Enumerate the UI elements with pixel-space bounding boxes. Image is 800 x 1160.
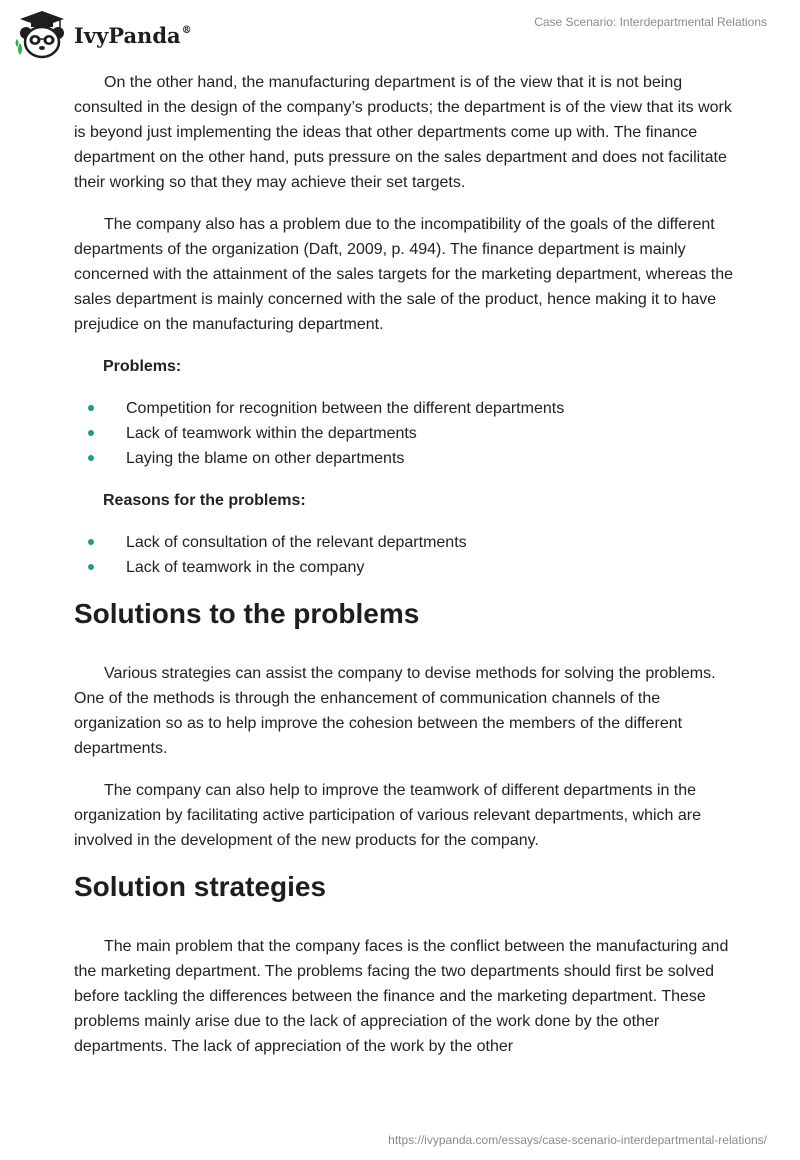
list-item: Lack of teamwork within the departments [74, 421, 734, 446]
panda-logo-icon [14, 9, 70, 59]
bullet-icon [88, 539, 94, 545]
section-title-strategies: Solution strategies [74, 871, 327, 902]
paragraph-4: The company can also help to improve the teamwork of different departments in the organization by facilitating active participation of various relevant departments, which are involved in the development of the new products for the company. [74, 782, 701, 849]
problems-list [74, 396, 734, 471]
logo-text: IvyPanda® [74, 22, 192, 48]
running-title: Case Scenario: Interdepartmental Relations [534, 15, 767, 29]
bullet-icon [88, 455, 94, 461]
section-title-solutions: Solutions to the problems [74, 598, 420, 629]
ivypanda-logo[interactable] [14, 9, 192, 59]
bullet-icon [88, 405, 94, 411]
source-url[interactable]: https://ivypanda.com/essays/case-scenario-interdepartmental-relations/ [388, 1133, 767, 1147]
paragraph-3: Various strategies can assist the company to devise methods for solving the problems. One of the methods is through the enhancement of communication channels of the organization so as to help improve the cohesion between the members of the different departments. [74, 665, 716, 757]
paragraph-1: On the other hand, the manufacturing department is of the view that it is not being consulted in the design of the company’s products; the department is of the view that its work is beyond just implementing the ideas that other departments come up with. The finance department on the other hand, puts pressure on the sales department and does not facilitate their working so that they may achieve their set targets. [74, 74, 732, 191]
bullet-icon [88, 430, 94, 436]
paragraph-5: The main problem that the company faces is the conflict between the manufacturing and the marketing department. The problems facing the two departments should first be solved before tackling the differences between the finance and the marketing department. These problems mainly arise due to the lack of appreciation of the work done by the other departments. The lack of appreciation of the work by the other [74, 938, 729, 1055]
reasons-heading: Reasons for the problems: [103, 492, 306, 509]
bullet-icon [88, 564, 94, 570]
problems-heading: Problems: [103, 358, 182, 375]
list-item: Lack of teamwork in the company [74, 555, 734, 580]
list-item: Lack of consultation of the relevant departments [74, 530, 734, 555]
reasons-list [74, 530, 734, 580]
list-item: Laying the blame on other departments [74, 446, 734, 471]
article-body [74, 70, 734, 1076]
paragraph-2: The company also has a problem due to the incompatibility of the goals of the different departments of the organization (Daft, 2009, p. 494). The finance department is mainly concerned with the attainment of the sales targets for the marketing department, whereas the sales department is mainly concerned with the sale of the product, hence making it to have prejudice on the manufacturing department. [74, 216, 734, 333]
list-item: Competition for recognition between the different departments [74, 396, 734, 421]
page-header [0, 0, 800, 70]
